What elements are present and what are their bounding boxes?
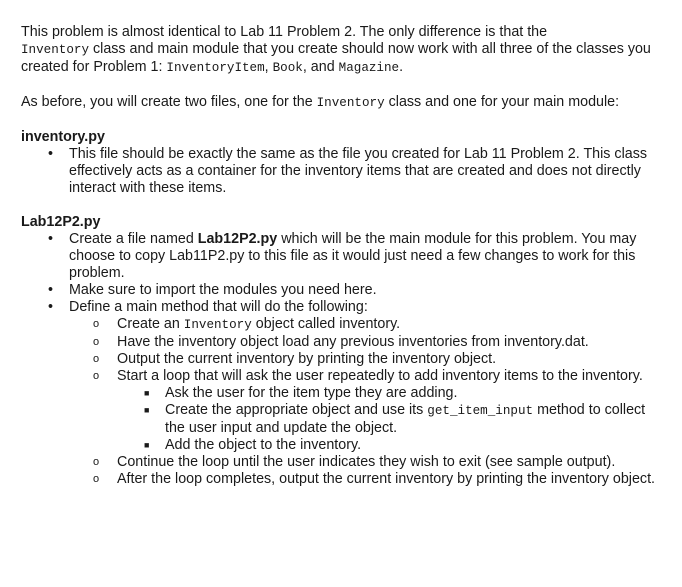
list-item-text: Start a loop that will ask the user repeatedly to add inventory items to the inventory.	[117, 368, 643, 384]
list-item-text: After the loop completes, output the current inventory by printing the inventory object.	[117, 471, 656, 487]
list-item-text: Continue the loop until the user indicates they wish to exit (see sample output).	[117, 454, 616, 470]
list-item-text: Have the inventory object load any previous inventories from inventory.dat.	[117, 334, 589, 350]
sub-sub-list-item	[21, 402, 662, 437]
circle-marker: o	[93, 336, 100, 348]
intro-text: ,	[264, 59, 273, 75]
bullet-marker: •	[48, 299, 54, 315]
sub-list-item	[21, 316, 662, 334]
code-magazine: Magazine	[338, 61, 400, 75]
square-marker: ■	[144, 440, 150, 450]
list-item-text: Create a file named	[69, 231, 198, 247]
list-item	[21, 282, 662, 299]
intro-paragraph-1	[21, 24, 662, 77]
filename-bold: Lab12P2.py	[197, 231, 278, 247]
list-item-text: Ask the user for the item type they are adding.	[165, 385, 458, 401]
circle-marker: o	[93, 456, 100, 468]
circle-marker: o	[93, 353, 100, 365]
sub-list-item	[21, 454, 662, 471]
list-item-text: Define a main method that will do the following:	[69, 299, 368, 315]
square-marker: ■	[144, 405, 150, 415]
list-item-text: This file should be exactly the same as the file you created for Lab 11 Problem 2. This class effectively acts as a container for the inventory items that are created and does not directly interact with these items.	[69, 146, 647, 196]
intro-text: As before, you will create two files, one for the	[21, 94, 317, 110]
intro-paragraph-2	[21, 94, 662, 112]
sub-sub-list-item	[21, 437, 662, 454]
inventory-section-title: inventory.py	[21, 129, 105, 145]
list-item-text: which will be the main module for this problem. You may choose to copy Lab11P2.py to this file as it would just need a few changes to work for this problem.	[69, 231, 637, 281]
sub-sub-list-item	[21, 385, 662, 402]
intro-text: class and one for your main module:	[384, 94, 620, 110]
list-item-text: Add the object to the inventory.	[165, 437, 362, 453]
bullet-marker: •	[48, 231, 54, 247]
circle-marker: o	[93, 318, 100, 330]
square-marker: ■	[144, 388, 150, 398]
circle-marker: o	[93, 473, 100, 485]
sub-list-item	[21, 368, 662, 385]
sub-list-item	[21, 351, 662, 368]
intro-text: .	[399, 59, 404, 75]
code-inventory: Inventory	[21, 43, 90, 57]
list-item	[21, 299, 662, 316]
list-item	[21, 231, 662, 282]
list-item-text: Make sure to import the modules you need here.	[69, 282, 377, 298]
inventory-section-list	[21, 146, 662, 197]
code-book: Book	[272, 61, 303, 75]
list-item-text: method to collect the user input and update the object.	[165, 402, 646, 436]
intro-text: , and	[302, 59, 339, 75]
circle-marker: o	[93, 370, 100, 382]
list-item	[21, 146, 662, 197]
list-item-text: Output the current inventory by printing the inventory object.	[117, 351, 497, 367]
intro-text: class and main module that you create should now work with all three of the classes you created for Problem 1:	[21, 41, 651, 75]
lab-section-list	[21, 231, 662, 488]
lab-section-title: Lab12P2.py	[21, 214, 101, 230]
list-item-text: Create an	[117, 316, 184, 332]
list-item-text: object called inventory.	[251, 316, 401, 332]
bullet-marker: •	[48, 146, 54, 162]
sub-list-item	[21, 471, 662, 488]
intro-text: This problem is almost identical to Lab 11 Problem 2. The only difference is that the	[21, 24, 548, 40]
bullet-marker: •	[48, 282, 54, 298]
code-inventory-item: InventoryItem	[166, 61, 265, 75]
code-inventory: Inventory	[183, 318, 252, 332]
sub-list-item	[21, 334, 662, 351]
code-get-item-input: get_item_input	[427, 404, 534, 418]
code-inventory: Inventory	[316, 96, 385, 110]
list-item-text: Create the appropriate object and use its	[165, 402, 428, 418]
